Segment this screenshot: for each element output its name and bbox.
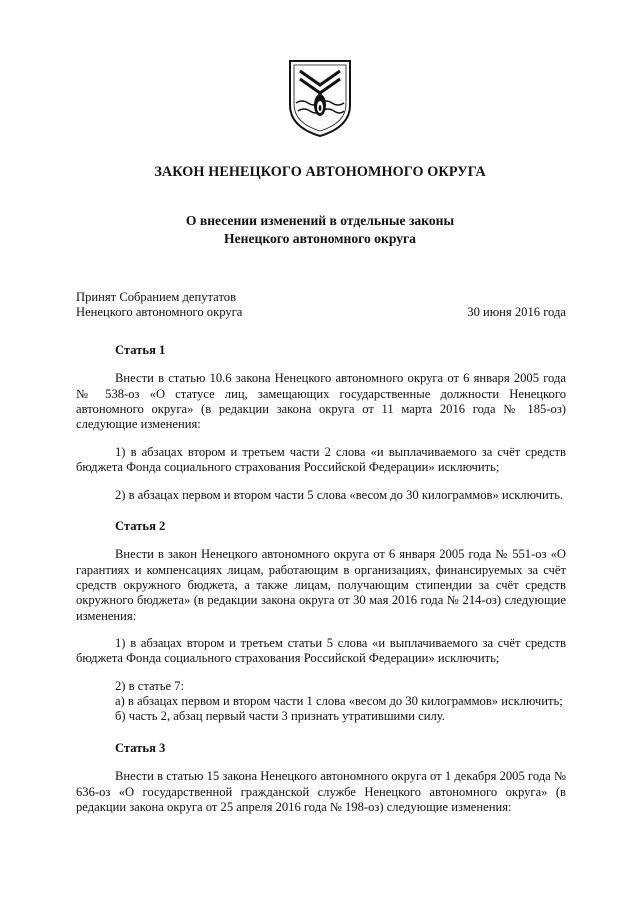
article-paragraph: Внести в статью 15 закона Ненецкого автономного округа от 1 декабря 2005 года № 636-оз «О государственной гражданской службе Ненецкого автономного округа» (в редакции закона округа от 25 апреля 2016 года № 198-оз) следующие изменения: bbox=[76, 769, 566, 814]
article-paragraph: Внести в закон Ненецкого автономного округа от 6 января 2005 года № 551-оз «О гарантиях и компенсациях лицам, работающим в организациях, финансируемых за счёт средств окружного бюджета, а также лицам, получающим стипендии за счёт средств окружного бюджета» (в редакции закона округа от 30 мая 2016 года № 214-оз) следующие изменения: bbox=[76, 547, 566, 623]
article-paragraph: 2) в абзацах первом и втором части 5 слова «весом до 30 килограммов» исключить. bbox=[115, 487, 564, 502]
law-content bbox=[76, 343, 566, 827]
law-subtitle bbox=[0, 212, 640, 247]
law-subtitle-line-2: Ненецкого автономного округа bbox=[224, 230, 416, 246]
article-paragraph: 1) в абзацах втором и третьем статьи 5 слова «и выплачиваемого за счёт средств бюджета Фонда социального страхования Российской Федерации» исключить; bbox=[76, 636, 566, 666]
article-paragraph: Внести в статью 10.6 закона Ненецкого автономного округа от 6 января 2005 года № 538-оз «О статусе лиц, замещающих государственные должности Ненецкого автономного округа» (в редакции закона округа от 11 марта 2016 года № 185-оз) следующие изменения: bbox=[76, 371, 566, 432]
article-paragraph: 1) в абзацах втором и третьем части 2 слова «и выплачиваемого за счёт средств бюджета Фонда социального страхования Российской Федерации» исключить; bbox=[76, 444, 566, 475]
adoption-block bbox=[76, 290, 566, 321]
article-paragraph: б) часть 2, абзац первый части 3 признать утратившими силу. bbox=[115, 709, 445, 724]
law-subtitle-line-1: О внесении изменений в отдельные законы bbox=[185, 213, 455, 228]
article-heading: Статья 3 bbox=[115, 740, 166, 755]
article-paragraph: 2) в статье 7: bbox=[115, 678, 185, 693]
law-title: ЗАКОН НЕНЕЦКОГО АВТОНОМНОГО ОКРУГА bbox=[154, 164, 486, 180]
article-2 bbox=[76, 519, 566, 725]
coat-of-arms-icon bbox=[286, 57, 354, 139]
article-3 bbox=[76, 741, 566, 815]
adopted-by-line-2: Ненецкого автономного округа bbox=[76, 305, 243, 320]
adopted-by-line-1: Принят Собранием депутатов bbox=[76, 290, 237, 304]
article-heading: Статья 1 bbox=[115, 343, 166, 357]
article-heading: Статья 2 bbox=[115, 518, 166, 533]
adoption-date: 30 июня 2016 года bbox=[467, 305, 566, 319]
article-paragraph: а) в абзацах первом и втором части 1 слова «весом до 30 килограммов» исключить; bbox=[115, 694, 563, 709]
article-1 bbox=[76, 343, 566, 503]
